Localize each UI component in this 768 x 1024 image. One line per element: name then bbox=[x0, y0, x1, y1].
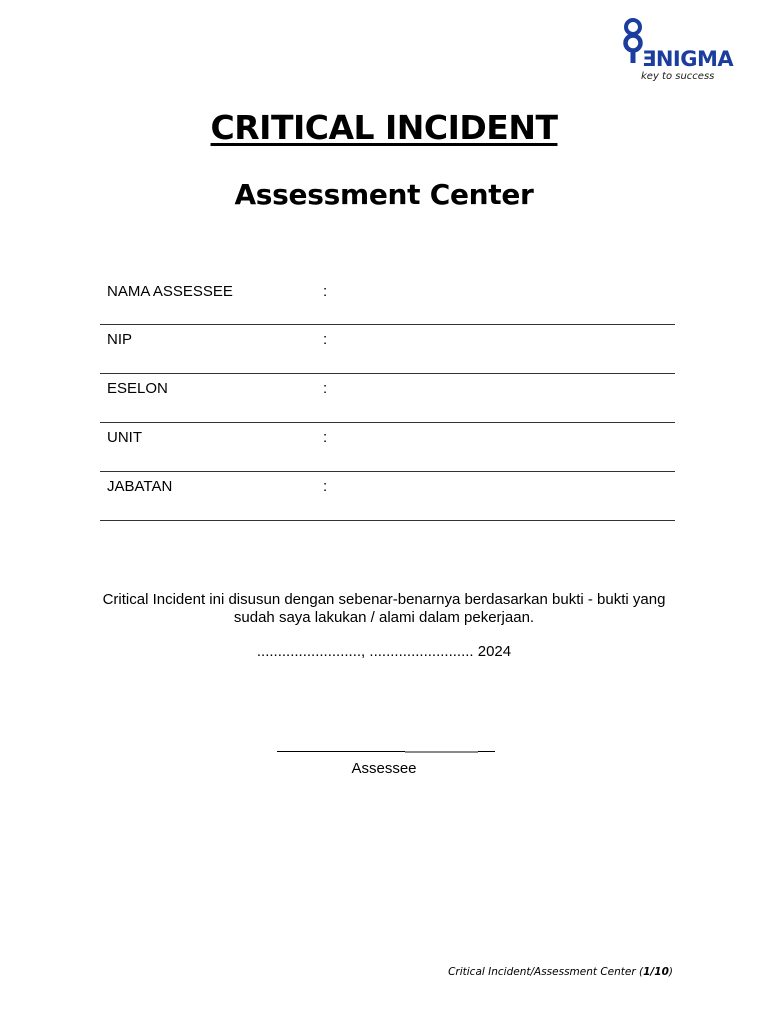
logo-tagline: key to success bbox=[641, 71, 715, 82]
field-label: NAMA ASSESSEE bbox=[107, 283, 233, 300]
footer-suffix: ) bbox=[668, 966, 673, 978]
form-row-jabatan[interactable] bbox=[100, 472, 675, 521]
footer-prefix: Critical Incident/Assessment Center ( bbox=[448, 966, 644, 978]
field-separator: : bbox=[323, 380, 328, 397]
signature-label: Assessee bbox=[351, 760, 417, 777]
document-subtitle: Assessment Center bbox=[234, 178, 534, 211]
field-label: UNIT bbox=[107, 429, 142, 446]
page-footer bbox=[448, 966, 673, 978]
field-label: JABATAN bbox=[107, 478, 173, 495]
field-separator: : bbox=[323, 283, 328, 300]
date-line: ........................., ......................... 2024 bbox=[256, 643, 512, 660]
declaration-statement: Critical Incident ini disusun dengan sebenar-benarnya berdasarkan bukti - bukti yang sudah saya lakukan / alami dalam pekerjaan. bbox=[102, 591, 666, 626]
form-row-unit[interactable] bbox=[100, 423, 675, 472]
form-row-nama-assessee[interactable] bbox=[100, 277, 675, 325]
page-number: 1/10 bbox=[643, 966, 669, 978]
form-row-nip[interactable] bbox=[100, 325, 675, 374]
field-label: ESELON bbox=[107, 380, 168, 397]
field-separator: : bbox=[323, 478, 328, 495]
document-title: CRITICAL INCIDENT bbox=[210, 108, 558, 147]
signature-line-segment bbox=[405, 751, 478, 753]
field-separator: : bbox=[323, 331, 328, 348]
logo-wordmark: ƎNIGMA bbox=[642, 47, 734, 71]
field-separator: : bbox=[323, 429, 328, 446]
assessee-form bbox=[100, 277, 675, 521]
field-label: NIP bbox=[107, 331, 133, 348]
enigma-logo bbox=[618, 18, 734, 86]
form-row-eselon[interactable] bbox=[100, 374, 675, 423]
